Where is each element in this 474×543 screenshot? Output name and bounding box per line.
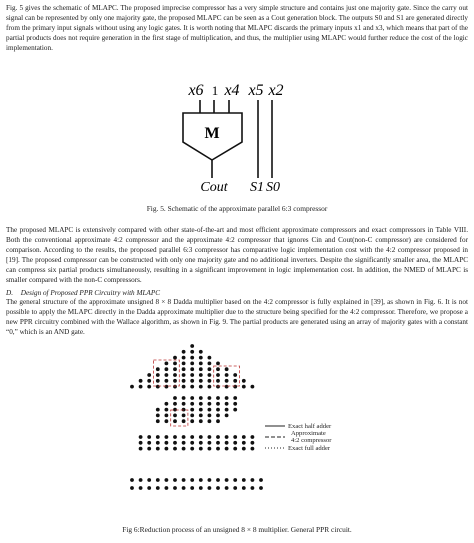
partial-product-dot — [199, 419, 203, 423]
partial-product-dot — [173, 367, 177, 371]
intro-paragraph: Fig. 5 gives the schematic of MLAPC. The proposed imprecise compressor has a very simple structure and contains just one majority gate. Since the carry out signal can be represented by only one majority gate, the proposed MLAPC can be seen as a Cout generation block. The outputs S0 and S1 are generated directly from the primary input signals without using any logic gates. It is worth noting that MLAPC discards the primary inputs x1 and x3, which means that part of the partial products does not require generation in the first stage of multiplication, and thus, the multiplier using MLAPC would further reduce the cost of the logic implementation. — [6, 4, 468, 53]
partial-product-dot — [165, 362, 169, 366]
partial-product-dot — [225, 408, 229, 412]
partial-product-dot — [216, 379, 220, 383]
partial-product-dot — [190, 435, 194, 439]
partial-product-dot — [199, 367, 203, 371]
partial-product-dot — [216, 486, 220, 490]
partial-product-dot — [233, 373, 237, 377]
dot-rows — [130, 344, 263, 490]
partial-product-dot — [208, 385, 212, 389]
partial-product-dot — [208, 447, 212, 451]
fig5-input-x5: x5 — [248, 82, 264, 99]
partial-product-dot — [233, 447, 237, 451]
partial-product-dot — [216, 414, 220, 418]
partial-product-dot — [199, 402, 203, 406]
partial-product-dot — [139, 441, 143, 445]
partial-product-dot — [216, 419, 220, 423]
partial-product-dot — [139, 486, 143, 490]
partial-product-dot — [233, 396, 237, 400]
partial-product-dot — [139, 435, 143, 439]
reduction-box — [171, 410, 188, 426]
partial-product-dot — [190, 419, 194, 423]
section-title: Design of Proposed PPR Circuitry with MLAPC — [20, 289, 161, 297]
partial-product-dot — [208, 396, 212, 400]
partial-product-dot — [165, 373, 169, 377]
partial-product-dot — [199, 408, 203, 412]
partial-product-dot — [225, 486, 229, 490]
partial-product-dot — [190, 362, 194, 366]
fig5-output-s0: S0 — [266, 180, 280, 195]
partial-product-dot — [173, 362, 177, 366]
partial-product-dot — [147, 478, 151, 482]
comparison-paragraph: The proposed MLAPC is extensively compared with other state-of-the-art and most efficient approximate compressors and exact compressors in Table VIII. Both the conventional approximate 4:2 compressor and the approximate 4:2 compressor that ignores Cin and Cout(non-C compressor) are considered for comparison. According to the results, the proposed parallel 6:3 compressor has comparative logic implementation cost with the 4:2 compressor proposed in [19]. The proposed compressor can be constructed with only one majority gate and no additional inverters. Despite the significantly smaller area, the MLAPC can compress six partial products simultaneously, resulting in a significant improvement in logic implementation cost. In addition, the NMED of MLAPC is smaller compared with the non-C compressors. — [6, 226, 468, 285]
partial-product-dot — [156, 486, 160, 490]
partial-product-dot — [182, 350, 186, 354]
partial-product-dot — [216, 478, 220, 482]
partial-product-dot — [190, 396, 194, 400]
partial-product-dot — [182, 435, 186, 439]
partial-product-dot — [182, 486, 186, 490]
partial-product-dot — [199, 486, 203, 490]
partial-product-dot — [156, 379, 160, 383]
partial-product-dot — [182, 447, 186, 451]
partial-product-dot — [225, 396, 229, 400]
partial-product-dot — [199, 396, 203, 400]
partial-product-dot — [251, 441, 255, 445]
fig5-input-x4: x4 — [224, 82, 240, 99]
partial-product-dot — [165, 486, 169, 490]
partial-product-dot — [242, 435, 246, 439]
partial-product-dot — [182, 441, 186, 445]
partial-product-dot — [182, 379, 186, 383]
partial-product-dot — [216, 362, 220, 366]
partial-product-dot — [182, 478, 186, 482]
fig5-input-x2: x2 — [268, 82, 284, 99]
partial-product-dot — [208, 486, 212, 490]
partial-product-dot — [233, 379, 237, 383]
partial-product-dot — [190, 441, 194, 445]
partial-product-dot — [165, 408, 169, 412]
partial-product-dot — [208, 367, 212, 371]
fig5-input-x6: x6 — [188, 82, 204, 99]
partial-product-dot — [251, 385, 255, 389]
legend-exact-half-adder: Exact half adder — [288, 423, 332, 430]
partial-product-dot — [156, 367, 160, 371]
partial-product-dot — [208, 402, 212, 406]
partial-product-dot — [208, 419, 212, 423]
partial-product-dot — [130, 486, 134, 490]
partial-product-dot — [156, 373, 160, 377]
partial-product-dot — [233, 408, 237, 412]
partial-product-dot — [251, 435, 255, 439]
legend-approximate: Approximate — [291, 430, 326, 437]
fig6-legend — [265, 426, 285, 448]
partial-product-dot — [208, 379, 212, 383]
partial-product-dot — [190, 408, 194, 412]
partial-product-dot — [208, 478, 212, 482]
fig5-input-gap-mark: 1 — [211, 83, 219, 98]
partial-product-dot — [216, 367, 220, 371]
partial-product-dot — [242, 379, 246, 383]
partial-product-dot — [233, 486, 237, 490]
partial-product-dot — [182, 402, 186, 406]
partial-product-dot — [225, 414, 229, 418]
partial-product-dot — [147, 435, 151, 439]
partial-product-dot — [182, 362, 186, 366]
partial-product-dot — [182, 396, 186, 400]
partial-product-dot — [156, 447, 160, 451]
partial-product-dot — [208, 362, 212, 366]
partial-product-dot — [199, 350, 203, 354]
partial-product-dot — [190, 414, 194, 418]
partial-product-dot — [139, 379, 143, 383]
partial-product-dot — [225, 373, 229, 377]
partial-product-dot — [173, 441, 177, 445]
partial-product-dot — [139, 447, 143, 451]
partial-product-dot — [173, 478, 177, 482]
partial-product-dot — [156, 408, 160, 412]
partial-product-dot — [259, 486, 263, 490]
partial-product-dot — [156, 435, 160, 439]
partial-product-dot — [190, 356, 194, 360]
partial-product-dot — [199, 385, 203, 389]
partial-product-dot — [242, 478, 246, 482]
partial-product-dot — [182, 367, 186, 371]
partial-product-dot — [216, 373, 220, 377]
partial-product-dot — [182, 373, 186, 377]
partial-product-dot — [259, 478, 263, 482]
partial-product-dot — [199, 356, 203, 360]
partial-product-dot — [216, 408, 220, 412]
partial-product-dot — [173, 373, 177, 377]
partial-product-dot — [199, 447, 203, 451]
partial-product-dot — [225, 441, 229, 445]
partial-product-dot — [208, 435, 212, 439]
partial-product-dot — [173, 402, 177, 406]
partial-product-dot — [208, 414, 212, 418]
partial-product-dot — [225, 478, 229, 482]
partial-product-dot — [156, 385, 160, 389]
section-heading — [6, 289, 160, 297]
fig6-caption: Fig 6:Reduction process of an unsigned 8 × 8 multiplier. General PPR circuit. — [122, 525, 352, 534]
partial-product-dot — [251, 447, 255, 451]
partial-product-dot — [242, 486, 246, 490]
partial-product-dot — [130, 385, 134, 389]
partial-product-dot — [190, 447, 194, 451]
partial-product-dot — [173, 435, 177, 439]
partial-product-dot — [190, 486, 194, 490]
partial-product-dot — [190, 373, 194, 377]
partial-product-dot — [182, 385, 186, 389]
partial-product-dot — [190, 350, 194, 354]
partial-product-dot — [216, 441, 220, 445]
partial-product-dot — [156, 441, 160, 445]
partial-product-dot — [190, 367, 194, 371]
partial-product-dot — [173, 379, 177, 383]
partial-product-dot — [156, 419, 160, 423]
partial-product-dot — [233, 441, 237, 445]
partial-product-dot — [242, 385, 246, 389]
partial-product-dot — [147, 447, 151, 451]
partial-product-dot — [156, 414, 160, 418]
partial-product-dot — [208, 373, 212, 377]
partial-product-dot — [147, 385, 151, 389]
partial-product-dot — [199, 478, 203, 482]
partial-product-dot — [216, 385, 220, 389]
partial-product-dot — [173, 385, 177, 389]
partial-product-dot — [173, 356, 177, 360]
legend-compressor: 4:2 compressor — [291, 437, 332, 444]
partial-product-dot — [190, 379, 194, 383]
partial-product-dot — [190, 344, 194, 348]
partial-product-dot — [225, 367, 229, 371]
partial-product-dot — [190, 385, 194, 389]
partial-product-dot — [242, 441, 246, 445]
partial-product-dot — [173, 414, 177, 418]
partial-product-dot — [190, 478, 194, 482]
partial-product-dot — [208, 356, 212, 360]
legend-exact-full-adder: Exact full adder — [288, 445, 331, 452]
partial-product-dot — [139, 478, 143, 482]
fig6-dot-diagram — [0, 340, 474, 515]
partial-product-dot — [173, 486, 177, 490]
partial-product-dot — [165, 402, 169, 406]
partial-product-dot — [233, 478, 237, 482]
fig5-caption: Fig. 5. Schematic of the approximate parallel 6:3 compressor — [146, 204, 328, 213]
fig5-schematic — [0, 80, 474, 200]
fig5-output-s1: S1 — [250, 180, 264, 195]
partial-product-dot — [182, 419, 186, 423]
partial-product-dot — [251, 486, 255, 490]
partial-product-dot — [147, 373, 151, 377]
partial-product-dot — [165, 478, 169, 482]
partial-product-dot — [208, 408, 212, 412]
partial-product-dot — [147, 486, 151, 490]
partial-product-dot — [216, 447, 220, 451]
partial-product-dot — [173, 447, 177, 451]
partial-product-dot — [199, 435, 203, 439]
partial-product-dot — [216, 435, 220, 439]
partial-product-dot — [242, 447, 246, 451]
partial-product-dot — [165, 367, 169, 371]
partial-product-dot — [165, 441, 169, 445]
partial-product-dot — [182, 356, 186, 360]
partial-product-dot — [147, 379, 151, 383]
partial-product-dot — [182, 414, 186, 418]
partial-product-dot — [233, 402, 237, 406]
partial-product-dot — [233, 385, 237, 389]
partial-product-dot — [225, 435, 229, 439]
partial-product-dot — [165, 379, 169, 383]
partial-product-dot — [225, 385, 229, 389]
partial-product-dot — [199, 362, 203, 366]
partial-product-dot — [139, 385, 143, 389]
partial-product-dot — [216, 396, 220, 400]
partial-product-dot — [251, 478, 255, 482]
partial-product-dot — [147, 441, 151, 445]
section-label: D. — [6, 289, 13, 297]
partial-product-dot — [165, 447, 169, 451]
majority-gate-label: M — [204, 125, 220, 142]
partial-product-dot — [216, 402, 220, 406]
partial-product-dot — [199, 414, 203, 418]
partial-product-dot — [165, 435, 169, 439]
partial-product-dot — [199, 373, 203, 377]
partial-product-dot — [199, 379, 203, 383]
partial-product-dot — [225, 379, 229, 383]
partial-product-dot — [225, 402, 229, 406]
partial-product-dot — [165, 419, 169, 423]
fig5-output-cout: Cout — [200, 180, 228, 195]
partial-product-dot — [199, 441, 203, 445]
partial-product-dot — [130, 478, 134, 482]
ppr-paragraph: The general structure of the approximate unsigned 8 × 8 Dadda multiplier based on the 4:2 compressor is fully explained in [39], as shown in Fig. 6. It is not possible to apply the MLAPC directly in the Dadda approximate multiplier due to the structure being specified for the 4:2 compressor. Therefore, we propose a new PPR circuitry combined with the Wallace algorithm, as shown in Fig. 9. The partial products are generated using an array of majority gates with a constant “0,” which is an AND gate. — [6, 298, 468, 337]
partial-product-dot — [173, 396, 177, 400]
partial-product-dot — [156, 478, 160, 482]
partial-product-dot — [225, 447, 229, 451]
partial-product-dot — [233, 435, 237, 439]
partial-product-dot — [190, 402, 194, 406]
partial-product-dot — [208, 441, 212, 445]
partial-product-dot — [165, 385, 169, 389]
partial-product-dot — [165, 414, 169, 418]
partial-product-dot — [173, 419, 177, 423]
